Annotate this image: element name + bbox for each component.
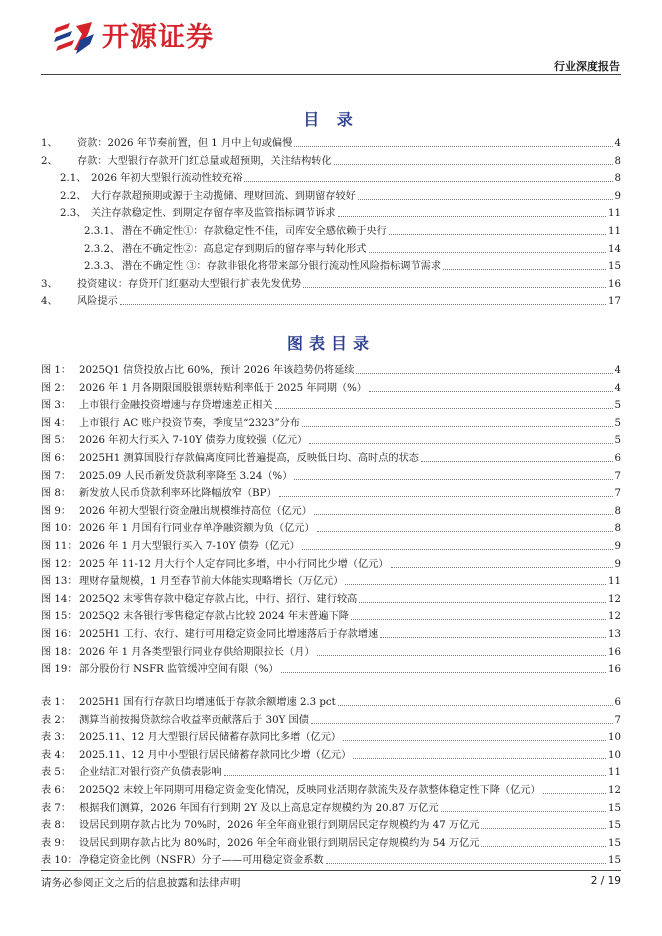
entry-title: 2025H1 国有行存款日均增速低于存款余额增速 2.3 pct (79, 697, 336, 708)
dot-leader (391, 567, 613, 568)
entry-number: 表 4： (41, 749, 72, 761)
entry-number: 图 8： (41, 488, 72, 500)
dot-leader (294, 146, 612, 147)
table-entry[interactable] (41, 798, 621, 815)
footer-disclaimer: 请务必参阅正文之后的信息披露和法律声明 (41, 877, 241, 889)
toc-entry[interactable] (84, 239, 621, 256)
dot-leader (345, 584, 606, 585)
entry-page-number: 4 (614, 365, 621, 376)
entry-title: 2026 年 1 月大型银行买入 7-10Y 债券（亿元） (79, 541, 300, 552)
entry-title: 设居民到期存款占比为 80%时，2026 年全年商业银行到期居民定存规模约为 54 万亿元 (79, 837, 480, 849)
entry-number: 4、 (41, 296, 58, 308)
kaiyuan-logo-icon (52, 20, 96, 56)
brand-logo (52, 20, 214, 56)
dot-leader (343, 740, 606, 741)
entry-page-number: 6 (614, 453, 621, 464)
toc-title: 目 录 (303, 110, 359, 129)
figure-entry[interactable] (41, 466, 621, 483)
entry-page-number: 14 (608, 243, 621, 255)
toc-entry[interactable] (60, 168, 621, 185)
figure-entry[interactable] (41, 395, 621, 412)
entry-page-number: 12 (608, 593, 621, 605)
dot-leader (369, 391, 613, 392)
entry-title: 净稳定资金比例（NSFR）分子——可用稳定资金系数 (79, 855, 324, 867)
figure-entry[interactable] (41, 554, 621, 571)
figure-entry[interactable] (41, 448, 621, 465)
entry-page-number: 6 (614, 697, 621, 708)
entry-page-number: 9 (614, 190, 621, 202)
entry-page-number: 11 (608, 576, 621, 588)
entry-page-number: 8 (614, 155, 621, 167)
entry-title: 2025H1 工行、农行、建行可用稳定资金同比增速落后于存款增速 (79, 629, 379, 640)
dot-leader (302, 426, 613, 427)
dot-leader (120, 304, 606, 305)
entry-title: 潜在不确定性②：高息定存到期后的留存率与转化形式 (122, 243, 367, 255)
entry-title: 2025.11、12 月中小型银行居民储蓄存款同比少增（亿元） (79, 749, 352, 761)
page-number: 2 / 19 (590, 875, 621, 887)
dot-leader (294, 479, 612, 480)
entry-page-number: 16 (608, 278, 621, 290)
entry-page-number: 5 (614, 400, 621, 412)
entry-number: 图 4： (41, 417, 72, 429)
entry-page-number: 15 (608, 820, 621, 832)
header-divider (41, 74, 621, 75)
entry-page-number: 16 (608, 646, 621, 658)
dot-leader (481, 846, 606, 847)
dot-leader (303, 287, 606, 288)
entry-number: 表 5： (41, 767, 72, 779)
entry-number: 图 19： (41, 664, 78, 676)
entry-title: 潜在不确定性 ③：存款非银化将带来部分银行流动性风险指标调节需求 (122, 261, 442, 273)
dot-leader (311, 723, 613, 724)
dot-leader (380, 637, 606, 638)
dot-leader (281, 672, 606, 673)
entry-number: 图 7： (41, 470, 72, 482)
entry-number: 图 14： (41, 593, 78, 605)
dot-leader (309, 443, 612, 444)
toc-entry[interactable] (41, 151, 621, 168)
entry-title: 企业结汇对银行资产负债表影响 (79, 767, 222, 779)
table-entry[interactable] (41, 692, 621, 709)
entry-page-number: 7 (614, 714, 621, 726)
brand-name: 开源证券 (102, 22, 214, 53)
entry-number: 1、 (41, 138, 58, 149)
entry-title: 2026 年 1 月国有行同业存单净融资额为负（亿元） (79, 523, 315, 535)
entry-page-number: 11 (608, 208, 621, 220)
entry-number: 图 11： (41, 541, 78, 552)
entry-title: 2025Q2 末较上年同期可用稳定资金变化情况，反映同业活期存款流失及存款整体稳定性下降（亿元） (79, 785, 541, 796)
footer-divider (41, 870, 621, 871)
table-entry[interactable] (41, 850, 621, 867)
dot-leader (443, 269, 606, 270)
toc-entry[interactable] (41, 274, 621, 291)
figure-entry[interactable] (41, 413, 621, 430)
entry-page-number: 8 (614, 173, 621, 185)
entry-title: 2025.09 人民币新发贷款利率降至 3.24（%） (79, 470, 293, 482)
entry-title: 上市银行 AC 账户投资节奏，季度呈“2323”分布 (79, 417, 300, 429)
entry-title: 根据我们测算，2026 年国有行到期 2Y 及以上高息定存规模约为 20.87 万亿元 (79, 802, 439, 814)
entry-number: 图 1： (41, 365, 72, 376)
entry-number: 图 3： (41, 400, 72, 412)
entry-title: 2025 年 11-12 月大行个人定存同比多增，中小行同比少增（亿元） (79, 558, 389, 570)
entry-title: 潜在不确定性①：存款稳定性不佳，司库安全感依赖于央行 (122, 226, 387, 237)
entry-page-number: 8 (614, 505, 621, 517)
entry-number: 2、 (41, 155, 58, 167)
toc-entry[interactable] (84, 256, 621, 273)
figure-entry[interactable] (41, 430, 621, 447)
entry-number: 图 16： (41, 629, 78, 640)
table-entry[interactable] (41, 710, 621, 727)
entry-page-number: 17 (608, 296, 621, 308)
dot-leader (441, 811, 606, 812)
figure-entry[interactable] (41, 642, 621, 659)
entry-number: 图 5： (41, 435, 72, 447)
entry-page-number: 15 (608, 261, 621, 273)
dot-leader (244, 181, 612, 182)
dot-leader (224, 775, 606, 776)
entry-title: 设居民到期存款占比为 70%时，2026 年全年商业银行到期居民定存规模约为 47 万亿元 (79, 820, 480, 832)
dot-leader (279, 496, 613, 497)
entry-number: 图 9： (41, 505, 72, 517)
entry-page-number: 9 (614, 541, 621, 552)
entry-title: 部分股份行 NSFR 监管缓冲空间有限（%） (79, 664, 279, 676)
dot-leader (369, 252, 607, 253)
dot-leader (275, 408, 613, 409)
toc-entry[interactable] (41, 291, 621, 308)
report-type-label: 行业深度报告 (554, 60, 620, 73)
entry-title: 2025Q1 信贷投放占比 60%，预计 2026 年该趋势仍将延续 (79, 365, 355, 376)
dot-leader (326, 863, 606, 864)
entry-number: 2.2、 (60, 190, 87, 202)
dot-leader (314, 514, 613, 515)
entry-number: 表 10： (41, 855, 78, 867)
entry-title: 2025Q2 末零售存款中稳定存款占比，中行、招行、建行较高 (79, 593, 358, 605)
entry-page-number: 10 (608, 749, 621, 761)
figure-entry[interactable] (41, 659, 621, 676)
entry-page-number: 12 (608, 611, 621, 623)
dot-leader (351, 619, 606, 620)
table-entry[interactable] (41, 727, 621, 744)
entry-page-number: 4 (614, 382, 621, 394)
entry-number: 2.3.2、 (84, 243, 121, 255)
figure-entry[interactable] (41, 360, 621, 377)
figure-entry[interactable] (41, 378, 621, 395)
entry-number: 表 6： (41, 785, 72, 796)
entry-page-number: 16 (608, 664, 621, 676)
figures-toc-title: 图表目录 (286, 334, 375, 353)
entry-title: 2026 年 1 月各期限国股银票转贴利率低于 2025 年同期（%） (79, 382, 367, 394)
entry-title: 测算当前按揭贷款综合收益率贡献落后于 30Y 国债 (79, 714, 309, 726)
entry-page-number: 9 (614, 558, 621, 570)
entry-number: 图 13： (41, 576, 78, 588)
dot-leader (481, 828, 606, 829)
figure-entry[interactable] (41, 624, 621, 641)
dot-leader (334, 164, 613, 165)
dot-leader (317, 655, 606, 656)
entry-title: 2026 年 1 月各类型银行同业存供给期限拉长（月） (79, 646, 315, 658)
entry-number: 2.3、 (60, 208, 87, 220)
entry-title: 投资建议：存贷开门红驱动大型银行扩表先发优势 (77, 278, 302, 290)
entry-title: 2026 年初大行买入 7-10Y 债券力度较强（亿元） (79, 435, 308, 447)
entry-number: 2.1、 (60, 173, 87, 185)
entry-number: 图 15： (41, 611, 78, 623)
dot-leader (356, 373, 612, 374)
entry-page-number: 10 (608, 732, 621, 744)
entry-number: 3、 (41, 278, 58, 290)
entry-title: 关注存款稳定性、到期定存留存率及监管指标调节诉求 (91, 208, 336, 220)
entry-title: 上市银行金融投资增速与存贷增速差正相关 (79, 400, 273, 412)
entry-page-number: 8 (614, 523, 621, 535)
entry-page-number: 5 (614, 417, 621, 429)
figure-entry[interactable] (41, 589, 621, 606)
entry-title: 大行存款超预期或源于主动揽储、理财回流、到期留存较好 (91, 190, 356, 202)
dot-leader (359, 602, 606, 603)
table-entry[interactable] (41, 745, 621, 762)
entry-title: 理财存量规模，1 月至春节前大体能实现略增长（万亿元） (79, 576, 344, 588)
dot-leader (317, 531, 613, 532)
entry-page-number: 15 (608, 855, 621, 867)
dot-leader (358, 199, 613, 200)
dot-leader (338, 216, 607, 217)
entry-number: 表 9： (41, 837, 72, 849)
entry-number: 图 12： (41, 558, 78, 570)
toc-entry[interactable] (84, 221, 621, 238)
entry-page-number: 7 (614, 488, 621, 500)
entry-page-number: 15 (608, 802, 621, 814)
table-entry[interactable] (41, 780, 621, 797)
dot-leader (389, 234, 606, 235)
entry-number: 表 3： (41, 732, 72, 744)
entry-page-number: 4 (614, 138, 621, 149)
entry-number: 2.3.3、 (84, 261, 121, 273)
entry-number: 2.3.1、 (84, 226, 121, 237)
entry-page-number: 11 (608, 767, 621, 779)
figure-entry[interactable] (41, 483, 621, 500)
toc-entry[interactable] (41, 133, 621, 150)
entry-page-number: 13 (608, 629, 621, 640)
entry-title: 2026 年初大型银行资金融出规模维持高位（亿元） (79, 505, 312, 517)
dot-leader (543, 793, 606, 794)
entry-page-number: 15 (608, 837, 621, 849)
table-entry[interactable] (41, 762, 621, 779)
entry-number: 表 1： (41, 697, 72, 708)
entry-title: 风险提示 (77, 296, 118, 308)
entry-number: 图 2： (41, 382, 72, 394)
entry-title: 存款：大型银行存款开门红总量或超预期，关注结构转化 (77, 155, 332, 167)
entry-page-number: 5 (614, 435, 621, 447)
dot-leader (338, 705, 613, 706)
figure-entry[interactable] (41, 501, 621, 518)
entry-number: 表 2： (41, 714, 72, 726)
page-header (0, 0, 662, 75)
entry-title: 2025.11、12 月大型银行居民储蓄存款同比多增（亿元） (79, 732, 342, 744)
entry-title: 2025Q2 末各银行零售稳定存款占比较 2024 年末普遍下降 (79, 611, 349, 623)
table-entry[interactable] (41, 815, 621, 832)
entry-title: 资款：2026 年节奏前置，但 1 月中上旬或偏慢 (77, 138, 293, 149)
figure-entry[interactable] (41, 536, 621, 553)
figure-entry[interactable] (41, 571, 621, 588)
entry-page-number: 11 (608, 226, 621, 237)
entry-number: 图 18： (41, 646, 78, 658)
entry-number: 图 6： (41, 453, 72, 464)
figure-entry[interactable] (41, 606, 621, 623)
entry-page-number: 12 (608, 785, 621, 796)
figure-entry[interactable] (41, 518, 621, 535)
toc-entry[interactable] (60, 186, 621, 203)
toc-entry[interactable] (60, 203, 621, 220)
table-entry[interactable] (41, 833, 621, 850)
entry-number: 表 8： (41, 820, 72, 832)
entry-title: 2025H1 测算国股行存款偏离度同比普遍提高，反映低日均、高时点的状态 (79, 453, 419, 464)
entry-number: 表 7： (41, 802, 72, 814)
entry-title: 新发放人民币贷款利率环比降幅放窄（BP） (79, 488, 277, 500)
entry-page-number: 7 (614, 470, 621, 482)
dot-leader (421, 461, 613, 462)
entry-number: 图 10： (41, 523, 78, 535)
dot-leader (353, 758, 606, 759)
dot-leader (302, 549, 613, 550)
entry-title: 2026 年初大型银行流动性较充裕 (91, 173, 243, 185)
